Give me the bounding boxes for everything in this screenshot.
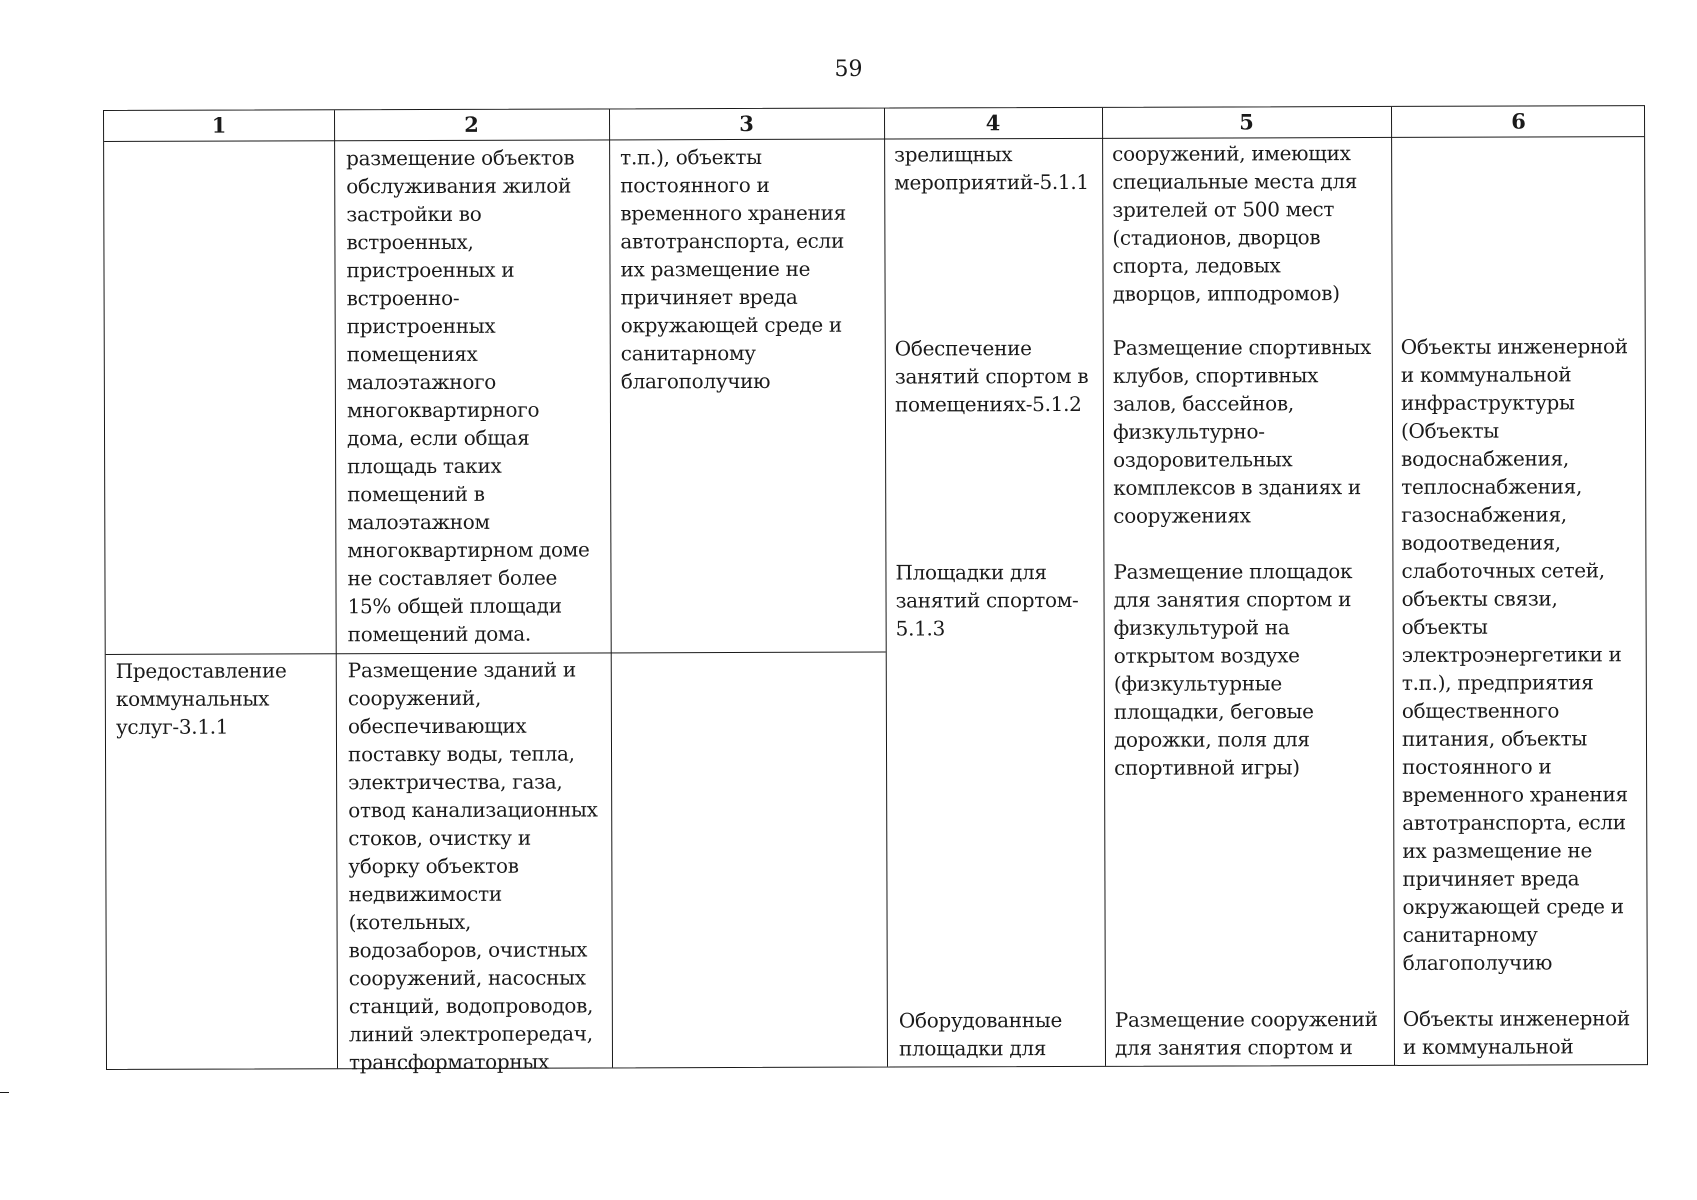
cell-use-name-3-1-1: Предоставление коммунальных услуг-3.1.1 — [115, 658, 287, 739]
cell-use-desc-next: Размещение сооружений для занятия спортом и — [1114, 1007, 1378, 1060]
row-separator — [106, 652, 886, 655]
land-use-table — [103, 105, 1648, 1075]
cell-permitted-use-description: размещение объектов обслуживания жилой застройки во встроенных, пристроенных и встроенно- пристроенных помещениях малоэтажного многоквартирного дома, если общая площадь таких помещений в малоэтажном многоквартирном доме не составляет более 15% общей площади помещений дома. — [346, 145, 590, 647]
column-header-3: 3 — [739, 110, 754, 137]
cell-use-code-next: Оборудованные площадки для — [898, 1007, 1063, 1061]
cell-use-desc-5-1-1: сооружений, имеющих специальные места для зрителей от 500 мест (стадионов, дворцов спорта, ледовых дворцов, ипподромов) — [1112, 141, 1358, 306]
cell-use-desc-5-1-2: Размещение спортивных клубов, спортивных залов, бассейнов, физкультурно- оздоровительных комплексов в зданиях и сооружениях — [1112, 335, 1372, 528]
cell-aux-use-next: Объекты инженерной и коммунальной — [1402, 1006, 1630, 1059]
column-divider — [884, 109, 888, 1067]
margin-mark — [0, 1092, 9, 1093]
column-divider — [334, 110, 338, 1068]
column-header-6: 6 — [1511, 108, 1526, 134]
column-header-2: 2 — [464, 111, 479, 137]
cell-use-desc-3-1-1: Размещение зданий и сооружений, обеспечивающих поставку воды, тепла, электричества, газа, отвод канализационных стоков, очистку и уборку объектов недвижимости (котельных, водозаборов, очистных сооружений, насосных станций, водопроводов, линий электропередач, трансформаторных — [347, 657, 598, 1075]
column-header-5: 5 — [1239, 109, 1254, 135]
cell-auxiliary-use: т.п.), объекты постоянного и временного хранения автотранспорта, если их размещение не причиняет вреда окружающей среде и санитарному благополучию — [620, 144, 846, 394]
page-number: 59 — [834, 57, 863, 82]
cell-use-desc-5-1-3: Размещение площадок для занятия спортом и физкультурой на открытом воздухе (физкультурные площадки, беговые дорожки, поля для спортивной игры) — [1113, 559, 1353, 780]
cell-use-code-5-1-2: Обеспечение занятий спортом в помещениях-5.1.2 — [894, 336, 1089, 417]
cell-use-code-5-1-3: Площадки для занятий спортом- 5.1.3 — [895, 560, 1079, 641]
cell-use-code-5-1-1: зрелищных мероприятий-5.1.1 — [894, 142, 1089, 195]
cell-aux-use-5-1-2: Объекты инженерной и коммунальной инфраструктуры (Объекты водоснабжения, теплоснабжения, газоснабжения, водоотведения, слаботочных сетей, объекты связи, объекты электроэнергетики и т.п.), предприятия общественного питания, объекты постоянного и временного хранения автотранспорта, если их размещение не причиняет вреда окружающей среде и санитарному благополучию — [1400, 334, 1628, 975]
column-header-1: 1 — [211, 112, 227, 138]
column-header-4: 4 — [985, 110, 1001, 136]
